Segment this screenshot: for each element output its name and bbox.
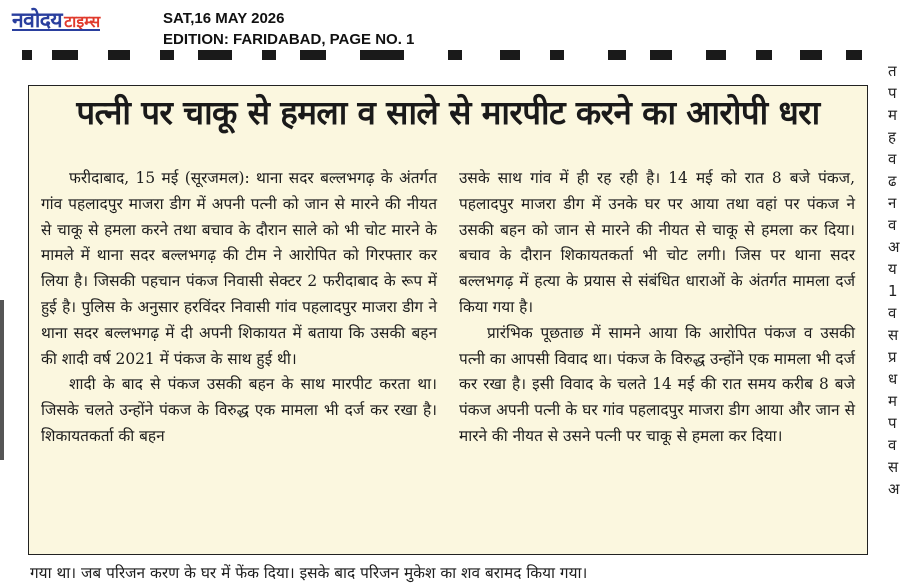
logo-sub: टाइम्स bbox=[64, 12, 101, 31]
article-column-right bbox=[459, 166, 855, 450]
article-paragraph: फरीदाबाद, 15 मई (सूरजमल): थाना सदर बल्लभगढ़ के अंतर्गत गांव पहलादपुर माजरा डीग में अपनी पत्नी को जान से मारने की नीयत से चाकू से हमला करने तथा बचाव के दौरान साले को भी चोट मारने के मामले में थाना सदर बल्लभगढ़ की टीम ने आरोपित को गिरफ्तार कर लिया है। जिसकी पहचान पंकज निवासी सेक्टर 2 फरीदाबाद के रूप में हुई है। पुलिस के अनुसार हरविंदर निवासी गांव पहलादपुर माजरा डीग ने थाना सदर बल्लभगढ़ में दी अपनी शिकायत में बताया कि उसकी बहन की शादी वर्ष 2021 में पंकज के साथ हुई थी। bbox=[41, 169, 437, 368]
left-page-edge bbox=[0, 300, 4, 460]
issue-date: SAT,16 MAY 2026 bbox=[163, 10, 285, 27]
newspaper-logo[interactable] bbox=[12, 6, 100, 32]
article-column-left bbox=[41, 166, 437, 450]
article-paragraph: शादी के बाद से पंकज उसकी बहन के साथ मारपीट करता था। जिसके चलते उन्होंने पंकज के विरुद्ध एक मामला भी दर्ज कर रखा है। शिकायतकर्ता की बहन bbox=[41, 375, 437, 445]
clipped-previous-headline bbox=[0, 50, 901, 68]
article-panel[interactable] bbox=[28, 85, 868, 555]
adjacent-article-snippet: गया था। जब परिजन करण के घर में फेंक दिया। इसके बाद परिजन मुकेश का शव बरामद किया गया। bbox=[30, 564, 588, 582]
article-headline: पत्नी पर चाकू से हमला व साले से मारपीट करने का आरोपी धरा bbox=[76, 93, 820, 132]
edition-info bbox=[163, 8, 414, 50]
article-paragraph: प्रारंभिक पूछताछ में सामने आया कि आरोपित पंकज व उसकी पत्नी का आपसी विवाद था। पंकज के विरुद्ध उन्होंने एक मामला भी दर्ज कर रखा है। इसी विवाद के चलते 14 मई की रात समय करीब 8 बजे पंकज अपनी पत्नी के घर गांव पहलादपुर माजरा डीग आया और जान से मारने की नीयत से उसने पत्नी पर चाकू से हमला कर दिया। bbox=[459, 323, 855, 445]
logo-underline bbox=[12, 29, 100, 31]
logo-brand: नवोदय bbox=[12, 8, 63, 32]
edition-page: EDITION: FARIDABAD, PAGE NO. 1 bbox=[163, 31, 415, 48]
article-paragraph: उसके साथ गांव में ही रह रही है। 14 मई को रात 8 बजे पंकज, पहलादपुर माजरा डीग में उनके घर पर आया तथा वहां पर पंकज ने उसकी बहन को जान से मारने की नीयत से चाकू से हमला कर दिया। बचाव के दौरान शिकायतकर्ता भी चोट लगी। जिस पर थाना सदर बल्लभगढ़ में हत्या के प्रयास से संबंधित धाराओं के अंतर्गत मामला दर्ज किया गया है। bbox=[459, 169, 855, 316]
adjacent-column-edge: त प म ह व ढ न व अ य 1 व स प्र ध म प व स अ bbox=[888, 62, 899, 498]
